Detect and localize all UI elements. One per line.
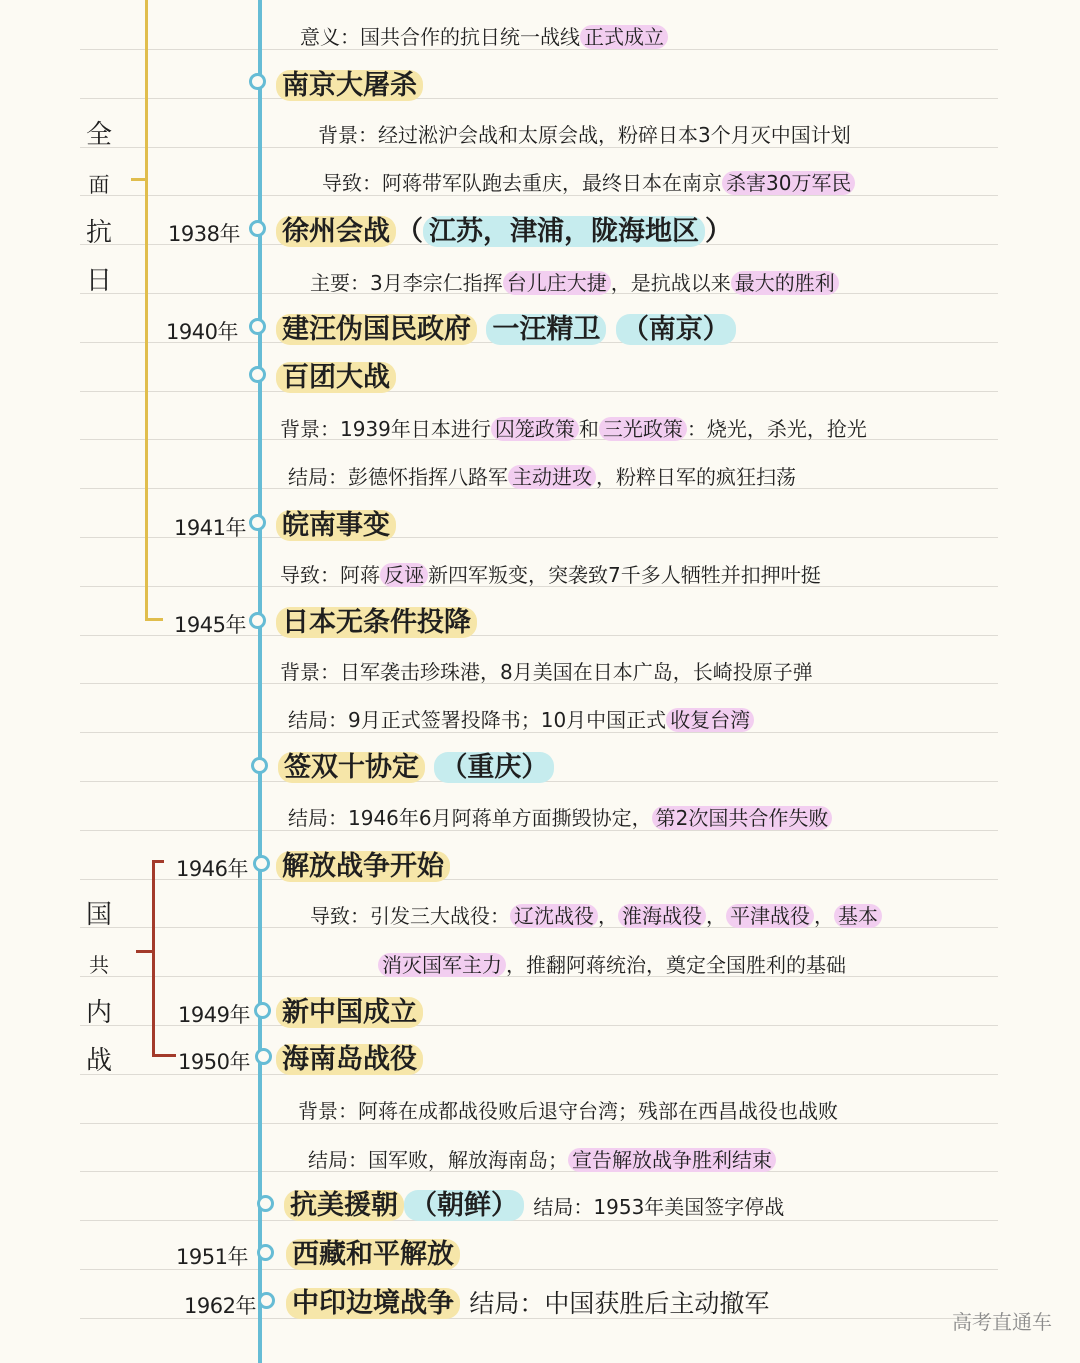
year-label: 1950年 (178, 1050, 250, 1074)
highlight-yellow: 海南岛战役 (276, 1044, 423, 1075)
result-line (322, 168, 855, 198)
highlight-pink: 最大的胜利 (731, 271, 839, 295)
year-label: 1938年 (168, 222, 240, 246)
year-label: 1949年 (178, 1003, 250, 1027)
main-line (310, 268, 839, 298)
timeline-dot (249, 73, 266, 90)
result-line (288, 705, 754, 735)
text: ，推翻阿蒋统治，奠定全国胜利的基础 (506, 953, 846, 977)
civil-war-bracket-tick (136, 950, 154, 953)
highlight-pink: 正式成立 (580, 25, 668, 49)
highlight-yellow: 西藏和平解放 (286, 1239, 460, 1270)
text: ：烧光，杀光，抢光 (686, 417, 867, 441)
side-label-civil-war-4: 战 (85, 1046, 112, 1076)
text: 导致：引发三大战役： (310, 904, 510, 928)
highlight-pink: 主动进攻 (508, 465, 596, 489)
civil-war-bracket (152, 860, 155, 1056)
side-label-full-war-2: 面 (88, 173, 110, 197)
paren-close: ） (705, 216, 732, 247)
text: 结局：彭德怀指挥八路军 (288, 465, 508, 489)
event-title-liberation-war (276, 849, 450, 885)
highlight-pink: 消灭国军主力 (378, 953, 506, 977)
highlight-yellow: 中印边境战争 (286, 1288, 460, 1319)
event-title-sino-indian-war (286, 1286, 769, 1322)
paren-open: （ (396, 216, 423, 247)
highlight-yellow: 百团大战 (276, 362, 396, 393)
timeline-dot (258, 1292, 275, 1309)
text: 背景：1939年日本进行 (280, 417, 491, 441)
event-title-hundred-regiments (276, 360, 396, 396)
event-title-tibet (286, 1237, 460, 1273)
highlight-pink: 平津战役 (726, 904, 814, 928)
result-line (288, 803, 832, 833)
highlight-blue: （南京） (616, 314, 736, 345)
text: ， (598, 904, 618, 928)
highlight-yellow: 徐州会战 (276, 216, 396, 247)
text: 结局：9月正式签署投降书；10月中国正式 (288, 708, 667, 732)
event-title-wannan-incident (276, 508, 396, 544)
watermark: 高考直通车 (952, 1310, 1052, 1334)
timeline-dot (257, 1244, 274, 1261)
result-line (288, 462, 796, 492)
full-war-bracket-cap (145, 618, 163, 621)
highlight-pink: 收复台湾 (666, 708, 754, 732)
event-title-korean-war (284, 1188, 784, 1225)
result-line (280, 560, 821, 590)
highlight-pink: 第2次国共合作失败 (652, 806, 833, 830)
highlight-pink: 辽沈战役 (510, 904, 598, 928)
ruled-line (80, 98, 998, 99)
result-inline: 结局：中国获胜后主动撤军 (469, 1289, 770, 1318)
highlight-pink: 台儿庄大捷 (503, 271, 611, 295)
text: 和 (578, 417, 599, 441)
event-title-double-tenth (278, 750, 554, 786)
highlight-yellow: 新中国成立 (276, 997, 423, 1028)
timeline-dot (249, 514, 266, 531)
highlight-yellow: 南京大屠杀 (276, 70, 423, 101)
text: 结局：国军败，解放海南岛； (308, 1148, 568, 1172)
full-war-bracket-tick (131, 178, 147, 181)
highlight-pink: 淮海战役 (618, 904, 706, 928)
result-line-continued (378, 950, 846, 980)
timeline-dot (251, 757, 268, 774)
full-war-bracket (145, 0, 148, 620)
highlight-pink: 杀害30万军民 (722, 171, 855, 195)
timeline-dot (254, 1002, 271, 1019)
timeline-dot (249, 318, 266, 335)
timeline-axis (258, 0, 262, 1363)
highlight-pink: 基本 (834, 904, 882, 928)
side-label-full-war-4: 日 (85, 266, 112, 296)
side-label-civil-war-3: 内 (85, 998, 112, 1028)
text: 主要：3月李宗仁指挥 (310, 271, 503, 295)
highlight-yellow: 建汪伪国民政府 (276, 314, 477, 345)
timeline-dot (253, 855, 270, 872)
civil-war-bracket-bottom-cap (152, 1054, 176, 1057)
highlight-pink: 反诬 (380, 563, 428, 587)
side-label-civil-war-1: 国 (85, 900, 112, 930)
significance-line (300, 22, 668, 52)
timeline-dot (249, 220, 266, 237)
text: 导致：阿蒋带军队跑去重庆，最终日本在南京 (322, 171, 722, 195)
highlight-pink: 三光政策 (599, 417, 687, 441)
year-label: 1941年 (174, 516, 246, 540)
text: 新四军叛变，突袭致7千多人牺牲并扣押叶挺 (428, 563, 821, 587)
background-line: 背景：阿蒋在成都战役败后退守台湾；残部在西昌战役也战败 (298, 1099, 838, 1123)
result-line (310, 901, 882, 931)
side-label-full-war-1: 全 (85, 120, 112, 150)
side-label-full-war-3: 抗 (85, 218, 112, 248)
event-title-hainan-campaign (276, 1042, 423, 1078)
background-line: 背景：经过淞沪会战和太原会战，粉碎日本3个月灭中国计划 (318, 123, 851, 147)
highlight-pink: 囚笼政策 (491, 417, 579, 441)
event-title-wang-regime (276, 312, 736, 348)
year-label: 1951年 (176, 1245, 248, 1269)
text: ，粉粹日军的疯狂扫荡 (596, 465, 796, 489)
side-label-civil-war-2: 共 (89, 953, 109, 977)
text: ， (814, 904, 834, 928)
highlight-blue: （重庆） (434, 752, 554, 783)
text: 意义：国共合作的抗日统一战线 (300, 25, 580, 49)
year-label: 1946年 (176, 857, 248, 881)
background-line (280, 414, 867, 444)
civil-war-bracket-top-cap (152, 860, 164, 863)
timeline-dot (249, 612, 266, 629)
year-label: 1945年 (174, 613, 246, 637)
timeline-dot (255, 1048, 272, 1065)
highlight-yellow: 解放战争开始 (276, 851, 450, 882)
result-inline: 结局：1953年美国签字停战 (533, 1195, 785, 1219)
highlight-yellow: 日本无条件投降 (276, 607, 477, 638)
text: ，是抗战以来 (610, 271, 731, 295)
text: 结局：1946年6月阿蒋单方面撕毁协定， (288, 806, 652, 830)
highlight-yellow: 抗美援朝 (284, 1190, 404, 1221)
highlight-yellow: 皖南事变 (276, 510, 396, 541)
highlight-yellow: 签双十协定 (278, 752, 425, 783)
year-label: 1940年 (166, 320, 238, 344)
year-label: 1962年 (184, 1294, 256, 1318)
timeline-dot (249, 366, 266, 383)
event-title-xuzhou (276, 214, 732, 250)
result-line (308, 1145, 776, 1175)
text: 导致：阿蒋 (280, 563, 380, 587)
highlight-blue: （朝鲜） (404, 1190, 524, 1221)
event-title-new-china (276, 995, 423, 1031)
highlight-blue: 一汪精卫 (486, 314, 606, 345)
background-line: 背景：日军袭击珍珠港，8月美国在日本广岛，长崎投原子弹 (280, 660, 813, 684)
timeline-dot (257, 1195, 274, 1212)
text: ， (706, 904, 726, 928)
highlight-blue: 江苏，津浦，陇海地区 (423, 216, 705, 247)
ruled-line (80, 391, 998, 392)
highlight-pink: 宣告解放战争胜利结束 (568, 1148, 776, 1172)
event-title-nanjing-massacre (276, 68, 423, 104)
event-title-japan-surrender (276, 605, 477, 641)
